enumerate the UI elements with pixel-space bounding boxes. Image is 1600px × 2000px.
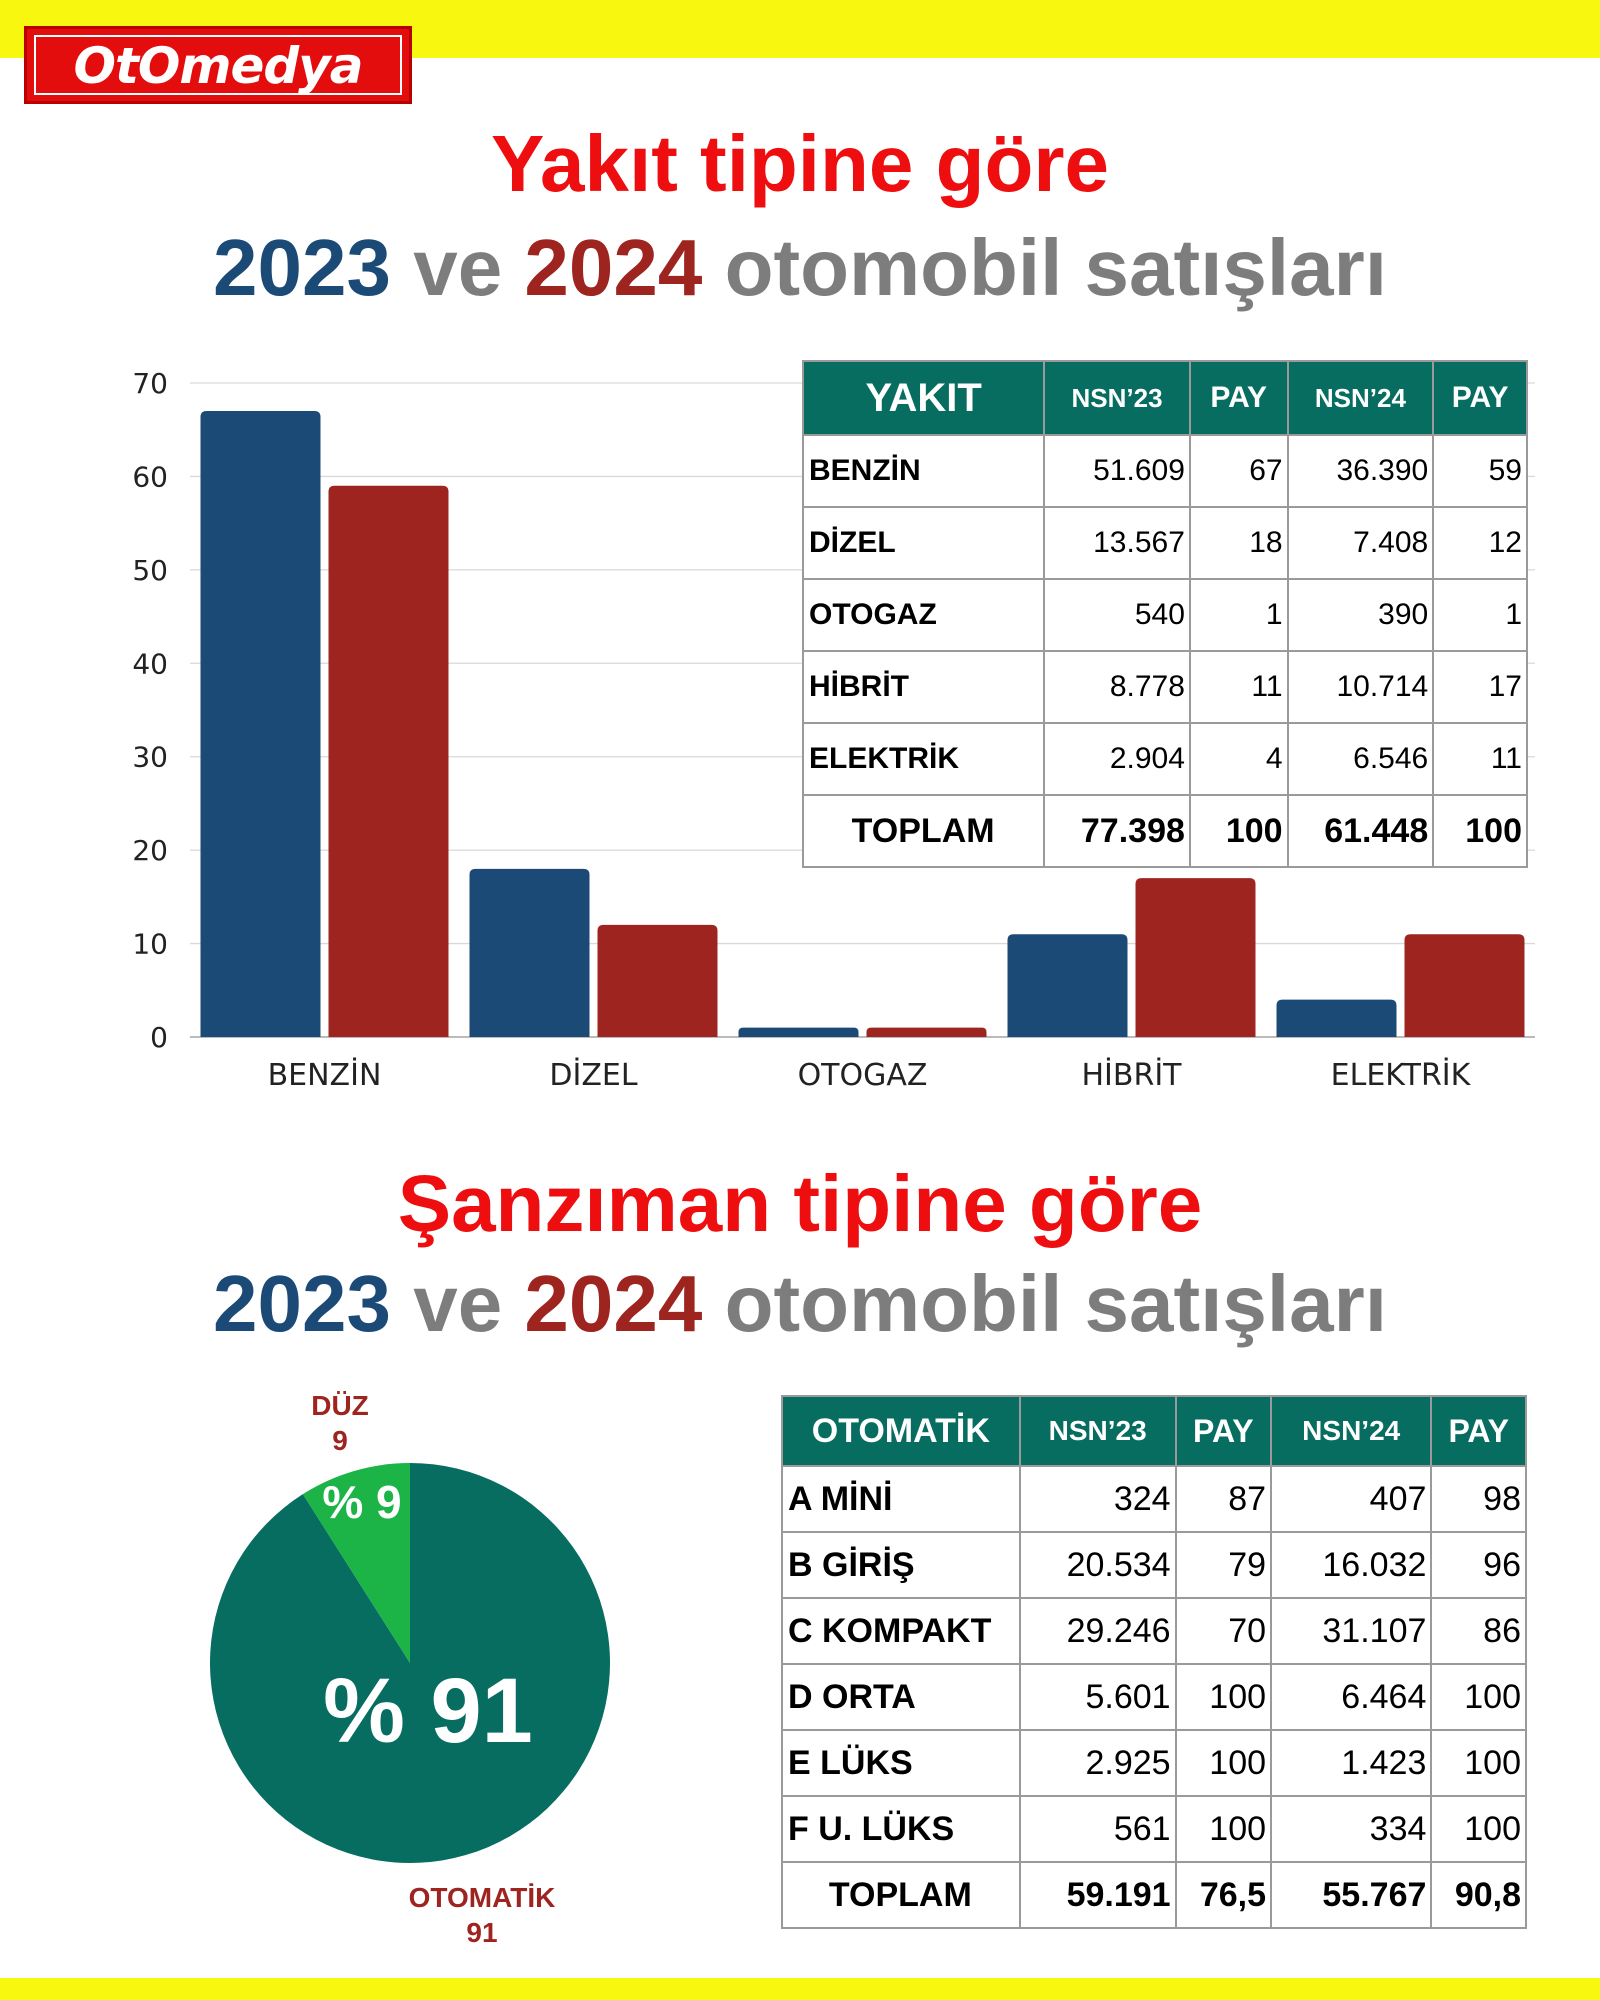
gear-col-pay23: PAY xyxy=(1176,1396,1271,1466)
bar-2024 xyxy=(867,1028,987,1037)
y-tick-label: 0 xyxy=(150,1021,168,1054)
pie-inner-label-duz: % 9 xyxy=(322,1476,402,1528)
gear-table-cell: 6.464 xyxy=(1271,1664,1431,1730)
category-label: DİZEL xyxy=(549,1058,638,1093)
fuel-table-cell: 6.546 xyxy=(1288,723,1434,795)
bar-2023 xyxy=(739,1028,859,1037)
gear-table-cell: 79 xyxy=(1176,1532,1271,1598)
gear-table-cell: 100 xyxy=(1431,1730,1526,1796)
otomedya-logo xyxy=(24,26,412,104)
gear-table-cell: 100 xyxy=(1176,1664,1271,1730)
fuel-table-row xyxy=(803,723,1527,795)
gear-table-cell: 324 xyxy=(1020,1466,1176,1532)
pie-label-duz: DÜZ xyxy=(311,1390,369,1421)
fuel-col-nsn23: NSN’23 xyxy=(1044,361,1190,435)
transmission-table xyxy=(781,1395,1527,1929)
transmission-pie-chart xyxy=(180,1380,640,1960)
pie-inner-label-otomatik: % 91 xyxy=(323,1660,533,1762)
fuel-table-total-cell: 77.398 xyxy=(1044,795,1190,867)
fuel-title-year-2024: 2024 xyxy=(524,223,703,312)
gear-table-row-label: A MİNİ xyxy=(782,1466,1020,1532)
fuel-col-nsn24: NSN’24 xyxy=(1288,361,1434,435)
fuel-table-cell: 13.567 xyxy=(1044,507,1190,579)
gear-table-cell: 20.534 xyxy=(1020,1532,1176,1598)
fuel-title-rest: otomobil satışları xyxy=(702,223,1387,312)
fuel-table-cell: 2.904 xyxy=(1044,723,1190,795)
y-tick-label: 10 xyxy=(132,927,168,961)
gear-table-cell: 98 xyxy=(1431,1466,1526,1532)
bar-2024 xyxy=(1136,878,1256,1037)
gear-table-cell: 407 xyxy=(1271,1466,1431,1532)
gear-table-total-cell: 55.767 xyxy=(1271,1862,1431,1928)
bar-2023 xyxy=(470,869,590,1037)
bar-2024 xyxy=(1405,934,1525,1037)
gear-table-cell: 16.032 xyxy=(1271,1532,1431,1598)
fuel-title-year-2023: 2023 xyxy=(213,223,391,312)
gear-table-row xyxy=(782,1532,1526,1598)
gear-table-total-cell: 76,5 xyxy=(1176,1862,1271,1928)
fuel-table-cell: 67 xyxy=(1190,435,1288,507)
gear-table-cell: 70 xyxy=(1176,1598,1271,1664)
bar-2023 xyxy=(1277,1000,1397,1037)
fuel-table-cell: 7.408 xyxy=(1288,507,1434,579)
y-tick-label: 40 xyxy=(132,647,168,681)
fuel-table-row-label: BENZİN xyxy=(803,435,1044,507)
pie-label-otomatik: OTOMATİK xyxy=(408,1882,556,1913)
gear-title-rest: otomobil satışları xyxy=(702,1259,1387,1348)
gear-table-cell: 561 xyxy=(1020,1796,1176,1862)
gear-table-cell: 100 xyxy=(1176,1730,1271,1796)
gear-table-total-cell: 90,8 xyxy=(1431,1862,1526,1928)
fuel-col-yakit: YAKIT xyxy=(803,361,1044,435)
gear-table-cell: 100 xyxy=(1176,1796,1271,1862)
gear-table-total-label: TOPLAM xyxy=(782,1862,1020,1928)
y-tick-label: 30 xyxy=(132,740,168,774)
gear-table-row-label: C KOMPAKT xyxy=(782,1598,1020,1664)
gear-table-total-cell: 59.191 xyxy=(1020,1862,1176,1928)
pie-value-otomatik: 91 xyxy=(466,1917,498,1948)
bottom-yellow-band xyxy=(0,1978,1600,2000)
fuel-title-line2 xyxy=(0,222,1600,314)
gear-table-cell: 100 xyxy=(1431,1796,1526,1862)
fuel-col-pay23: PAY xyxy=(1190,361,1288,435)
gear-table-cell: 29.246 xyxy=(1020,1598,1176,1664)
fuel-table-cell: 17 xyxy=(1433,651,1527,723)
category-label: BENZİN xyxy=(267,1058,382,1093)
y-tick-label: 60 xyxy=(132,460,168,494)
gear-table-cell: 86 xyxy=(1431,1598,1526,1664)
fuel-table-row-label: DİZEL xyxy=(803,507,1044,579)
fuel-table-row-label: HİBRİT xyxy=(803,651,1044,723)
gear-title-line1: Şanzıman tipine göre xyxy=(397,1159,1203,1248)
category-label: OTOGAZ xyxy=(797,1058,928,1093)
gear-table-row xyxy=(782,1598,1526,1664)
fuel-table-cell: 11 xyxy=(1190,651,1288,723)
gear-table-total-row xyxy=(782,1862,1526,1928)
gear-title-year-2023: 2023 xyxy=(213,1259,391,1348)
gear-title-line2 xyxy=(0,1258,1600,1350)
gear-col-pay24: PAY xyxy=(1431,1396,1526,1466)
bar-2023 xyxy=(1008,934,1128,1037)
logo-frame xyxy=(34,35,402,95)
bar-2023 xyxy=(201,411,321,1037)
fuel-col-pay24: PAY xyxy=(1433,361,1527,435)
gear-table-cell: 100 xyxy=(1431,1664,1526,1730)
gear-table-row-label: B GİRİŞ xyxy=(782,1532,1020,1598)
gear-table-cell: 5.601 xyxy=(1020,1664,1176,1730)
fuel-title-line1: Yakıt tipine göre xyxy=(491,119,1109,208)
gear-title-year-2024: 2024 xyxy=(524,1259,703,1348)
fuel-table-cell: 36.390 xyxy=(1288,435,1434,507)
fuel-table-total-cell: 100 xyxy=(1433,795,1527,867)
pie-value-duz: 9 xyxy=(332,1425,348,1456)
gear-table-cell: 2.925 xyxy=(1020,1730,1176,1796)
fuel-table-cell: 540 xyxy=(1044,579,1190,651)
fuel-table-row-label: OTOGAZ xyxy=(803,579,1044,651)
fuel-table-cell: 51.609 xyxy=(1044,435,1190,507)
fuel-table-cell: 18 xyxy=(1190,507,1288,579)
fuel-table-cell: 8.778 xyxy=(1044,651,1190,723)
fuel-table xyxy=(802,360,1528,868)
fuel-table-header-row xyxy=(803,361,1527,435)
gear-table-cell: 96 xyxy=(1431,1532,1526,1598)
fuel-table-total-cell: 61.448 xyxy=(1288,795,1434,867)
category-label: HİBRİT xyxy=(1081,1058,1182,1093)
fuel-table-cell: 10.714 xyxy=(1288,651,1434,723)
bar-2024 xyxy=(598,925,718,1037)
gear-table-row-label: F U. LÜKS xyxy=(782,1796,1020,1862)
fuel-table-cell: 59 xyxy=(1433,435,1527,507)
gear-table-cell: 334 xyxy=(1271,1796,1431,1862)
fuel-table-row xyxy=(803,507,1527,579)
gear-table-cell: 1.423 xyxy=(1271,1730,1431,1796)
fuel-table-row xyxy=(803,651,1527,723)
fuel-table-cell: 390 xyxy=(1288,579,1434,651)
fuel-table-cell: 1 xyxy=(1190,579,1288,651)
gear-table-row xyxy=(782,1664,1526,1730)
fuel-table-total-row xyxy=(803,795,1527,867)
gear-col-nsn23: NSN’23 xyxy=(1020,1396,1176,1466)
fuel-table-cell: 12 xyxy=(1433,507,1527,579)
fuel-table-total-cell: 100 xyxy=(1190,795,1288,867)
gear-table-row xyxy=(782,1466,1526,1532)
bar-2024 xyxy=(329,486,449,1037)
gear-table-row-label: E LÜKS xyxy=(782,1730,1020,1796)
fuel-title-ve: ve xyxy=(390,223,525,312)
gear-title-ve: ve xyxy=(390,1259,525,1348)
fuel-table-row xyxy=(803,435,1527,507)
gear-table-cell: 31.107 xyxy=(1271,1598,1431,1664)
fuel-table-cell: 1 xyxy=(1433,579,1527,651)
gear-table-row xyxy=(782,1796,1526,1862)
fuel-table-row xyxy=(803,579,1527,651)
gear-table-row xyxy=(782,1730,1526,1796)
fuel-table-cell: 11 xyxy=(1433,723,1527,795)
gear-table-row-label: D ORTA xyxy=(782,1664,1020,1730)
gear-col-nsn24: NSN’24 xyxy=(1271,1396,1431,1466)
fuel-table-cell: 4 xyxy=(1190,723,1288,795)
y-tick-label: 20 xyxy=(132,834,168,868)
logo-text: OtOmedya xyxy=(73,37,363,95)
category-label: ELEKTRİK xyxy=(1330,1058,1471,1093)
y-tick-label: 70 xyxy=(132,367,168,400)
fuel-table-row-label: ELEKTRİK xyxy=(803,723,1044,795)
fuel-table-total-label: TOPLAM xyxy=(803,795,1044,867)
gear-col-otomatik: OTOMATİK xyxy=(782,1396,1020,1466)
y-tick-label: 50 xyxy=(132,553,168,587)
gear-table-header-row xyxy=(782,1396,1526,1466)
gear-table-cell: 87 xyxy=(1176,1466,1271,1532)
